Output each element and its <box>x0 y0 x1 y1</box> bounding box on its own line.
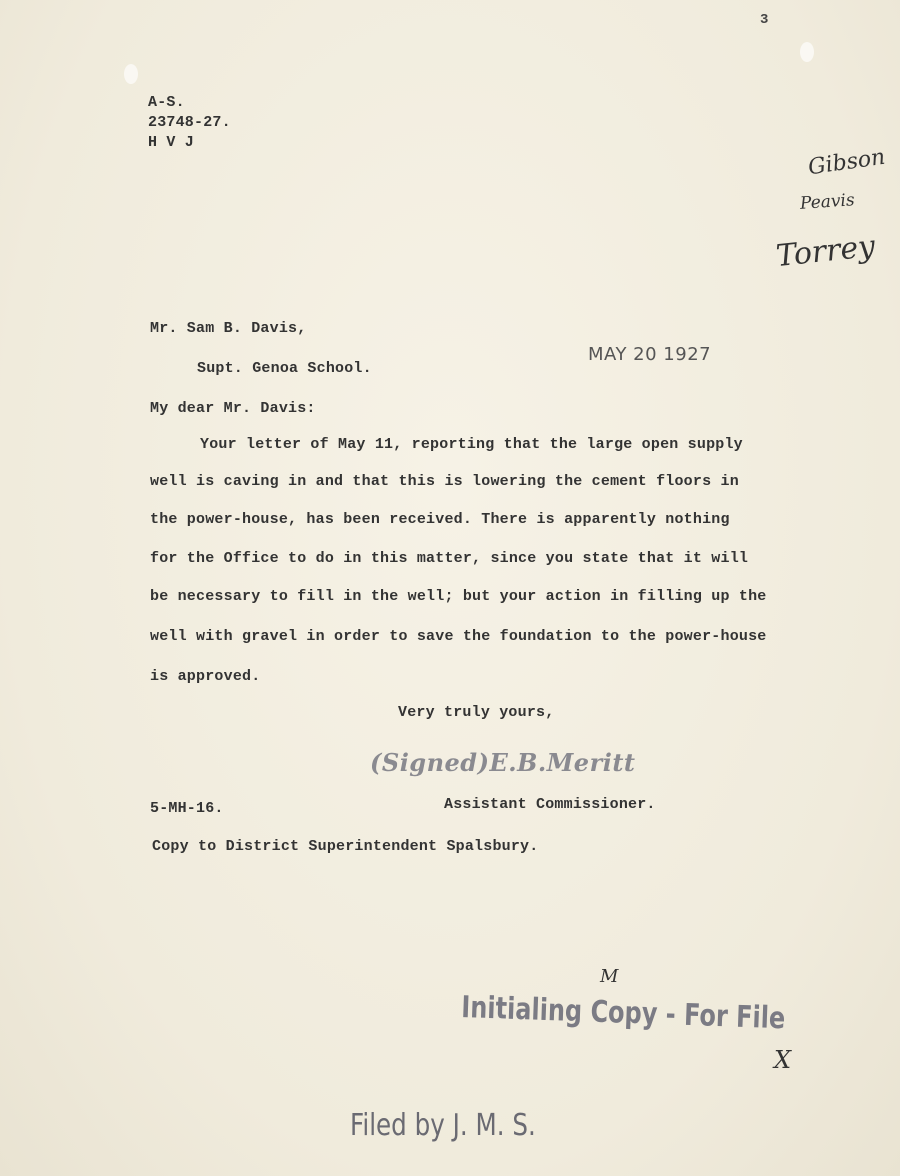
handwritten-initial: M <box>600 966 619 987</box>
handwritten-note-1: Gibson <box>806 144 887 181</box>
body-line: for the Office to do in this matter, since you state that it will <box>150 550 749 567</box>
body-line: be necessary to fill in the well; but your action in filling up the <box>150 588 767 605</box>
reference-line-2: 23748-27. <box>148 114 231 131</box>
paper-hole <box>800 42 814 62</box>
handwritten-note-2: Peavis <box>799 190 856 214</box>
file-code: 5-MH-16. <box>150 800 224 817</box>
closing: Very truly yours, <box>398 704 555 721</box>
paper-hole <box>124 64 138 84</box>
reference-line-1: A-S. <box>148 94 185 111</box>
reference-initials: H V J <box>148 134 195 151</box>
page-number: 3 <box>760 12 769 28</box>
signer-title: Assistant Commissioner. <box>444 796 656 813</box>
addressee-title: Supt. Genoa School. <box>197 360 372 377</box>
handwritten-signature-torrey: Torrey <box>774 228 877 275</box>
body-line: Your letter of May 11, reporting that the large open supply <box>200 436 743 453</box>
signature-stamp: (Signed)E.B.Meritt <box>370 748 636 777</box>
body-line: well is caving in and that this is lowering the cement floors in <box>150 473 739 490</box>
body-line: is approved. <box>150 668 261 685</box>
handwritten-mark: X <box>774 1046 792 1074</box>
initialing-stamp: Initialing Copy - For File <box>460 990 786 1037</box>
body-line: well with gravel in order to save the foundation to the power-house <box>150 628 767 645</box>
copy-note: Copy to District Superintendent Spalsbury. <box>152 838 539 855</box>
filed-by-stamp: Filed by J. M. S. <box>350 1108 536 1143</box>
body-line: the power-house, has been received. There is apparently nothing <box>150 511 730 528</box>
addressee-name: Mr. Sam B. Davis, <box>150 320 307 337</box>
date-stamp: MAY 20 1927 <box>588 344 712 365</box>
salutation: My dear Mr. Davis: <box>150 400 316 417</box>
